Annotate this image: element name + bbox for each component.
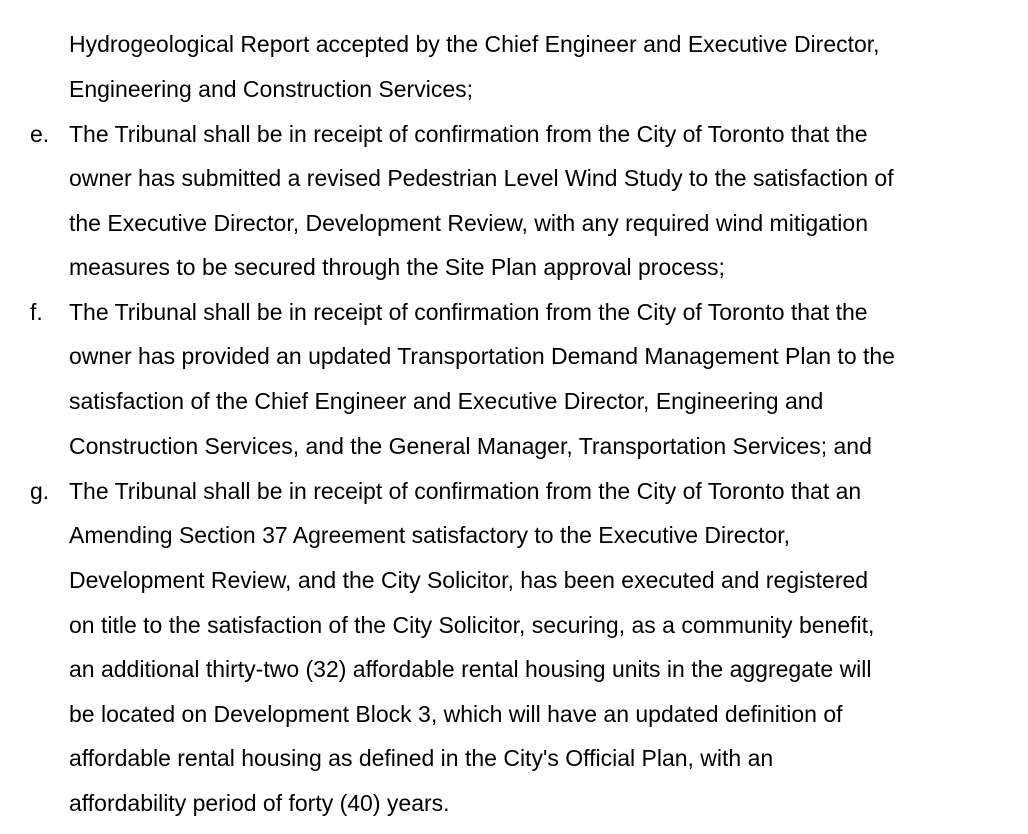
list-item-e-line: owner has submitted a revised Pedestrian Level Wind Study to the satisfaction of — [69, 165, 894, 191]
list-item-g-line: affordability period of forty (40) years. — [69, 790, 450, 816]
continuation-line: Engineering and Construction Services; — [69, 76, 474, 102]
list-item-g-line: an additional thirty-two (32) affordable rental housing units in the aggregate will — [69, 656, 872, 682]
list-item-marker-g: g. — [30, 478, 50, 504]
list-item-e-line: measures to be secured through the Site Plan approval process; — [69, 254, 725, 280]
list-item-g-line: be located on Development Block 3, which will have an updated definition of — [69, 701, 843, 727]
list-item-g-line: Development Review, and the City Solicitor, has been executed and registered — [69, 567, 869, 593]
list-item-g-line: on title to the satisfaction of the City Solicitor, securing, as a community benefit, — [69, 612, 875, 638]
list-item-marker-e: e. — [30, 121, 50, 147]
list-item-e-line: the Executive Director, Development Review, with any required wind mitigation — [69, 210, 868, 236]
list-item-f-line: owner has provided an updated Transportation Demand Management Plan to the — [69, 343, 895, 369]
list-item-e-line: The Tribunal shall be in receipt of confirmation from the City of Toronto that the — [69, 121, 868, 147]
list-item-g-line: affordable rental housing as defined in the City's Official Plan, with an — [69, 745, 774, 771]
list-item-f-line: Construction Services, and the General Manager, Transportation Services; and — [69, 433, 872, 459]
continuation-line: Hydrogeological Report accepted by the Chief Engineer and Executive Director, — [69, 31, 880, 57]
list-item-g-line: The Tribunal shall be in receipt of confirmation from the City of Toronto that an — [69, 478, 862, 504]
list-item-f-line: satisfaction of the Chief Engineer and Executive Director, Engineering and — [69, 388, 824, 414]
list-item-f-line: The Tribunal shall be in receipt of confirmation from the City of Toronto that the — [69, 299, 868, 325]
list-item-marker-f: f. — [30, 299, 43, 325]
list-item-g-line: Amending Section 37 Agreement satisfactory to the Executive Director, — [69, 522, 791, 548]
